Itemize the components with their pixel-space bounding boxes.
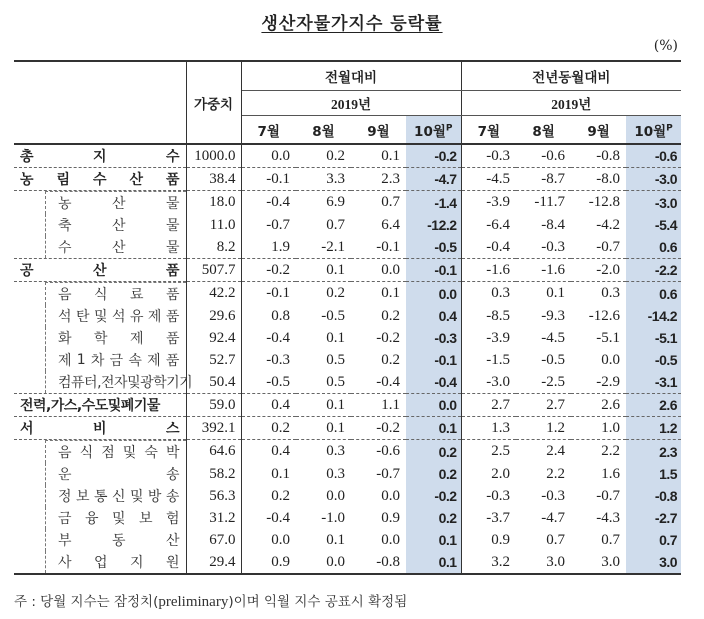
yoy-month-header: 9월 [571, 116, 626, 145]
table-row [14, 259, 681, 282]
mom-value: -2.1 [321, 238, 345, 255]
yoy-value: 2.6 [626, 394, 681, 417]
yoy-value: 3.0 [516, 551, 571, 574]
mom-value: -0.1 [241, 282, 296, 306]
weight-value: 38.4 [186, 168, 241, 191]
mom-value: -0.2 [351, 417, 406, 440]
table-row [14, 394, 681, 417]
yoy-value: 0.7 [601, 531, 621, 548]
table-row [14, 305, 681, 327]
mom-value: 0.1 [326, 531, 345, 548]
mom-value: 0.9 [241, 551, 296, 574]
weight-value: 507.7 [186, 259, 241, 282]
mom-year-header: 2019년 [241, 91, 461, 116]
yoy-value: 1.3 [461, 417, 516, 440]
ppi-change-table [14, 60, 681, 575]
table-row [14, 327, 681, 349]
yoy-value: -0.5 [541, 351, 566, 368]
item-name: 서 비 스 [14, 417, 186, 440]
table-row [14, 168, 681, 191]
mom-value: 0.9 [381, 509, 400, 526]
weight-value: 42.2 [186, 282, 241, 306]
weight-value: 11.0 [186, 214, 241, 236]
weight-value: 56.3 [186, 485, 241, 507]
weight-value: 50.4 [186, 371, 241, 394]
yoy-value: -8.5 [486, 307, 511, 324]
mom-value: -0.5 [321, 307, 345, 324]
yoy-value: 0.6 [626, 236, 681, 259]
yoy-value: -2.2 [626, 259, 681, 282]
weight-value: 18.0 [186, 191, 241, 215]
yoy-value: -5.4 [626, 214, 681, 236]
mom-value: 0.1 [271, 465, 290, 482]
yoy-value: -0.5 [626, 349, 681, 371]
mom-value: 0.4 [241, 394, 296, 417]
yoy-value: 2.7 [516, 394, 571, 417]
table-row [14, 507, 681, 529]
yoy-value: 2.5 [461, 440, 516, 464]
mom-value: 0.2 [326, 147, 345, 164]
yoy-value: -3.9 [461, 191, 516, 215]
item-name: 축 산 물 [14, 214, 186, 236]
yoy-value: -3.7 [486, 509, 511, 526]
mom-value: -0.8 [351, 551, 406, 574]
mom-value: 0.2 [406, 507, 461, 529]
yoy-value: 3.0 [626, 551, 681, 574]
table-row [14, 191, 681, 215]
yoy-value: -12.8 [571, 191, 626, 215]
mom-value: 3.3 [296, 168, 351, 191]
item-name: 정 보 통 신 및 방 송 [14, 485, 186, 507]
yoy-value: -4.7 [541, 509, 566, 526]
yoy-value: 1.2 [626, 417, 681, 440]
yoy-value: 2.6 [571, 394, 626, 417]
yoy-value: -11.7 [516, 191, 571, 215]
table-row [14, 349, 681, 371]
yoy-value: -12.6 [588, 307, 621, 324]
mom-value: 0.7 [326, 216, 345, 233]
mom-value: 0.2 [241, 417, 296, 440]
mom-value: -0.1 [406, 259, 461, 282]
yoy-value: -1.6 [516, 259, 571, 282]
yoy-value: -3.1 [626, 371, 681, 394]
mom-value: 0.1 [406, 529, 461, 551]
mom-value: 0.2 [381, 307, 400, 324]
yoy-value: -2.9 [596, 373, 621, 390]
yoy-value: -2.5 [541, 373, 566, 390]
mom-value: 0.3 [326, 465, 345, 482]
mom-value: -1.4 [406, 191, 461, 215]
table-row [14, 417, 681, 440]
item-name: 농 산 물 [14, 191, 186, 215]
yoy-value: 0.7 [626, 529, 681, 551]
table-row [14, 485, 681, 507]
mom-value: 0.1 [326, 329, 345, 346]
yoy-value: 1.5 [626, 463, 681, 485]
mom-value: -4.7 [406, 168, 461, 191]
mom-value: -0.1 [406, 349, 461, 371]
yoy-value: 0.3 [571, 282, 626, 306]
table-row [14, 371, 681, 394]
mom-value: 0.4 [241, 440, 296, 464]
mom-value: 6.9 [296, 191, 351, 215]
mom-value: 0.2 [406, 440, 461, 464]
mom-value: -0.3 [406, 327, 461, 349]
yoy-value: 0.9 [491, 531, 511, 548]
yoy-value: 2.3 [626, 440, 681, 464]
item-name: 제 1 차 금 속 제 품 [14, 349, 186, 371]
weight-value: 29.4 [186, 551, 241, 574]
yoy-value: 2.7 [461, 394, 516, 417]
yoy-month-header: 7월 [461, 116, 516, 145]
yoy-group-header: 전년동월대비 [461, 61, 681, 91]
yoy-value: 3.2 [461, 551, 516, 574]
yoy-value: -14.2 [626, 305, 681, 327]
yoy-value: -0.6 [626, 144, 681, 168]
yoy-value: -2.7 [626, 507, 681, 529]
item-name: 전력,가스,수도및폐기물 [14, 394, 186, 417]
mom-value: 0.1 [296, 394, 351, 417]
item-name: 석 탄 및 석 유 제 품 [14, 305, 186, 327]
yoy-value: 0.3 [461, 282, 516, 306]
mom-value: -1.0 [321, 509, 345, 526]
yoy-value: -2.0 [571, 259, 626, 282]
item-name: 총 지 수 [20, 149, 180, 165]
mom-value: 0.1 [296, 259, 351, 282]
yoy-value: -3.0 [486, 373, 511, 390]
yoy-value: -8.7 [516, 168, 571, 191]
yoy-value: -4.5 [541, 329, 566, 346]
mom-value: 0.1 [296, 417, 351, 440]
mom-value: 0.1 [381, 147, 400, 164]
mom-value: -0.1 [376, 238, 400, 255]
mom-value: 0.1 [351, 282, 406, 306]
mom-value: -0.7 [266, 216, 290, 233]
yoy-value: -0.4 [486, 238, 511, 255]
item-name: 금 융 및 보 험 [14, 507, 186, 529]
weight-value: 31.2 [186, 507, 241, 529]
mom-value: 0.1 [406, 417, 461, 440]
mom-value: -0.4 [266, 329, 290, 346]
mom-value: 0.8 [271, 307, 290, 324]
mom-group-header: 전월대비 [241, 61, 461, 91]
yoy-value: -8.4 [541, 216, 566, 233]
weight-header: 가중치 [186, 61, 241, 144]
mom-value: 0.0 [271, 531, 290, 548]
weight-value: 67.0 [186, 529, 241, 551]
mom-month-header: 7월 [241, 116, 296, 145]
weight-value: 59.0 [186, 394, 241, 417]
mom-value: -0.3 [266, 351, 290, 368]
mom-value: 0.0 [271, 147, 290, 164]
mom-value: -0.6 [351, 440, 406, 464]
mom-month-header: 8월 [296, 116, 351, 145]
mom-value: 0.2 [381, 351, 400, 368]
yoy-value: -0.3 [486, 147, 511, 164]
table-row [14, 214, 681, 236]
yoy-value: -0.8 [596, 147, 621, 164]
yoy-value: -0.8 [626, 485, 681, 507]
item-name: 음 식 점 및 숙 박 [14, 440, 186, 464]
table-row [14, 282, 681, 306]
mom-month-header: 9월 [351, 116, 406, 145]
yoy-value: -6.4 [486, 216, 511, 233]
mom-value: 0.0 [406, 282, 461, 306]
item-name: 운 송 [14, 463, 186, 485]
mom-value: 0.0 [351, 259, 406, 282]
mom-value: -0.4 [266, 509, 290, 526]
mom-value: 0.0 [406, 394, 461, 417]
yoy-value: 0.7 [546, 531, 566, 548]
table-row [14, 144, 681, 168]
yoy-value: 1.6 [601, 465, 621, 482]
item-name: 컴퓨터,전자및광학기기 [14, 371, 186, 394]
yoy-value: -9.3 [541, 307, 566, 324]
yoy-value: -0.3 [541, 487, 566, 504]
yoy-month-header: 10월$^P$ [626, 116, 681, 145]
mom-value: -0.2 [376, 329, 400, 346]
item-header [14, 61, 186, 144]
weight-value: 29.6 [186, 305, 241, 327]
mom-value: 0.0 [381, 531, 400, 548]
mom-value: 0.2 [271, 487, 290, 504]
mom-value: -0.2 [241, 259, 296, 282]
mom-value: 0.5 [326, 351, 345, 368]
yoy-value: 3.0 [571, 551, 626, 574]
mom-value: -0.4 [241, 191, 296, 215]
yoy-value: 2.4 [516, 440, 571, 464]
mom-value: 0.0 [296, 551, 351, 574]
yoy-value: 0.6 [626, 282, 681, 306]
mom-value: -12.2 [406, 214, 461, 236]
yoy-value: -3.0 [626, 168, 681, 191]
mom-value: -0.4 [406, 371, 461, 394]
yoy-value: 2.2 [546, 465, 566, 482]
mom-value: 0.3 [296, 440, 351, 464]
yoy-value: 2.0 [491, 465, 511, 482]
yoy-value: -0.3 [486, 487, 511, 504]
item-name: 수 산 물 [14, 236, 186, 259]
mom-value: 6.4 [381, 216, 400, 233]
yoy-value: -1.6 [461, 259, 516, 282]
mom-value: 1.1 [351, 394, 406, 417]
yoy-value: -8.0 [571, 168, 626, 191]
yoy-value: -0.3 [541, 238, 566, 255]
mom-value: -0.2 [406, 144, 461, 168]
yoy-value: -5.1 [626, 327, 681, 349]
table-row [14, 463, 681, 485]
mom-value: 0.0 [381, 487, 400, 504]
yoy-value: -5.1 [596, 329, 621, 346]
mom-value: -0.7 [376, 465, 400, 482]
yoy-value: 0.0 [601, 351, 621, 368]
yoy-value: -0.6 [541, 147, 566, 164]
yoy-value: 2.2 [571, 440, 626, 464]
item-name: 사 업 지 원 [14, 551, 186, 574]
weight-value: 52.7 [186, 349, 241, 371]
mom-value: -0.5 [266, 373, 290, 390]
mom-value: 0.1 [406, 551, 461, 574]
mom-value: 0.0 [326, 487, 345, 504]
yoy-value: -0.7 [596, 238, 621, 255]
weight-value: 392.1 [186, 417, 241, 440]
yoy-value: -1.5 [486, 351, 511, 368]
mom-value: -0.1 [241, 168, 296, 191]
yoy-value: 1.2 [516, 417, 571, 440]
yoy-month-header: 8월 [516, 116, 571, 145]
weight-value: 92.4 [186, 327, 241, 349]
yoy-value: -3.9 [486, 329, 511, 346]
yoy-value: -4.5 [461, 168, 516, 191]
unit-label: (%) [653, 38, 678, 54]
yoy-year-header: 2019년 [461, 91, 681, 116]
weight-value: 58.2 [186, 463, 241, 485]
yoy-value: -0.7 [596, 487, 621, 504]
mom-value: 0.5 [326, 373, 345, 390]
item-name: 음 식 료 품 [14, 282, 186, 306]
mom-value: 0.4 [406, 305, 461, 327]
mom-value: 0.2 [406, 463, 461, 485]
footnote: 주 : 당월 지수는 잠정치(preliminary)이며 익월 지수 공표시 확정됨 [14, 594, 408, 610]
weight-value: 1000.0 [186, 144, 241, 168]
yoy-value: -3.0 [626, 191, 681, 215]
yoy-value: -4.2 [596, 216, 621, 233]
yoy-value: -4.3 [596, 509, 621, 526]
yoy-value: 0.1 [516, 282, 571, 306]
mom-value: 0.2 [296, 282, 351, 306]
table-row [14, 440, 681, 464]
mom-value: 1.9 [271, 238, 290, 255]
page-title: 생산자물가지수 등락률 [261, 14, 443, 34]
item-name: 농 림 수 산 품 [14, 168, 186, 191]
item-name: 부 동 산 [14, 529, 186, 551]
mom-month-header: 10월$^P$ [406, 116, 461, 145]
item-name: 화 학 제 품 [14, 327, 186, 349]
yoy-value: 1.0 [571, 417, 626, 440]
weight-value: 8.2 [186, 236, 241, 259]
mom-value: -0.2 [406, 485, 461, 507]
table-row [14, 529, 681, 551]
mom-value: -0.4 [376, 373, 400, 390]
item-name: 공 산 품 [14, 259, 186, 282]
weight-value: 64.6 [186, 440, 241, 464]
table-row [14, 551, 681, 574]
mom-value: 2.3 [351, 168, 406, 191]
mom-value: -0.5 [406, 236, 461, 259]
table-row [14, 236, 681, 259]
mom-value: 0.7 [351, 191, 406, 215]
